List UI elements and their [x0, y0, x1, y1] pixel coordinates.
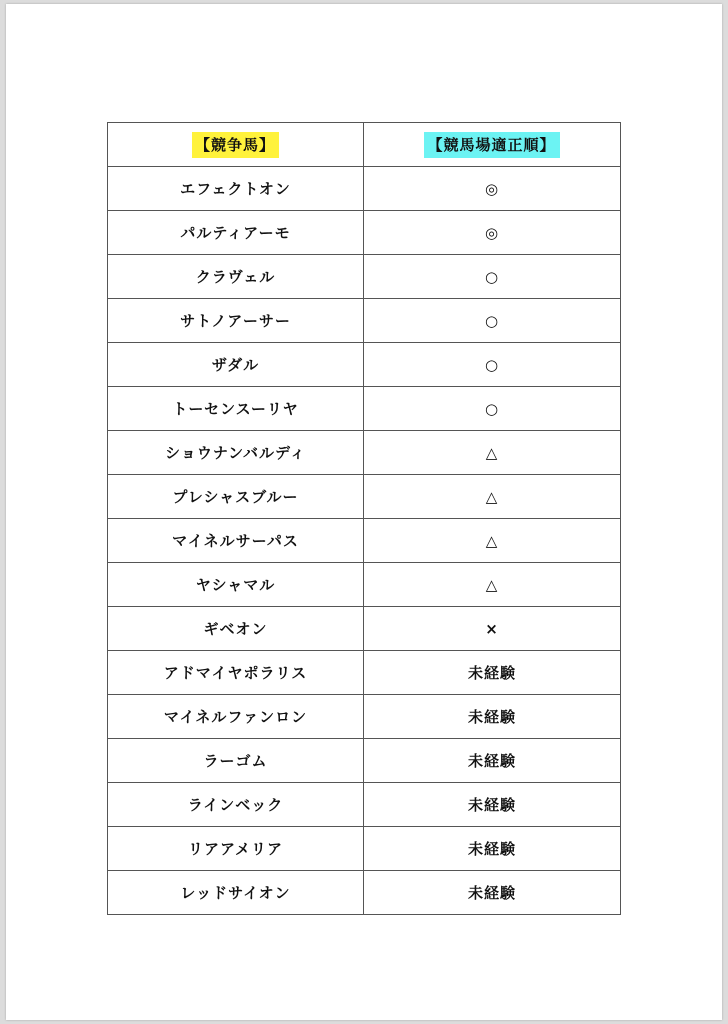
horse-name-cell: リアアメリア — [108, 827, 364, 871]
horse-name-cell: ヤシャマル — [108, 563, 364, 607]
rating-cell: ◎ — [364, 211, 621, 255]
rating-cell: 未経験 — [364, 651, 621, 695]
table-row — [108, 783, 621, 827]
table-row — [108, 343, 621, 387]
horse-name-cell: サトノアーサー — [108, 299, 364, 343]
table-row — [108, 651, 621, 695]
rating-cell: ◎ — [364, 167, 621, 211]
table-row — [108, 827, 621, 871]
rating-cell: × — [364, 607, 621, 651]
table-row — [108, 871, 621, 915]
horse-name-cell: プレシャスブルー — [108, 475, 364, 519]
horse-name-cell: マイネルサーパス — [108, 519, 364, 563]
rating-cell: 未経験 — [364, 871, 621, 915]
rating-cell: 未経験 — [364, 739, 621, 783]
horse-name-cell: クラヴェル — [108, 255, 364, 299]
table-row — [108, 695, 621, 739]
rating-cell: △ — [364, 563, 621, 607]
horse-name-cell: ラインベック — [108, 783, 364, 827]
table-row — [108, 519, 621, 563]
table-row — [108, 255, 621, 299]
rating-cell: ○ — [364, 255, 621, 299]
horse-name-cell: ラーゴム — [108, 739, 364, 783]
horse-name-cell: レッドサイオン — [108, 871, 364, 915]
rating-cell: 未経験 — [364, 783, 621, 827]
document-page — [6, 4, 722, 1020]
rating-cell: ○ — [364, 387, 621, 431]
horse-name-cell: ザダル — [108, 343, 364, 387]
horse-column-header — [108, 123, 364, 167]
table-row — [108, 387, 621, 431]
table-row — [108, 739, 621, 783]
table-row — [108, 475, 621, 519]
table-row — [108, 431, 621, 475]
table-header-row — [108, 123, 621, 167]
horse-name-cell: マイネルファンロン — [108, 695, 364, 739]
horse-name-cell: アドマイヤポラリス — [108, 651, 364, 695]
rating-cell: △ — [364, 475, 621, 519]
table-row — [108, 563, 621, 607]
table-row — [108, 299, 621, 343]
horse-name-cell: エフェクトオン — [108, 167, 364, 211]
rating-cell: 未経験 — [364, 695, 621, 739]
horse-name-cell: トーセンスーリヤ — [108, 387, 364, 431]
horse-name-cell: ギベオン — [108, 607, 364, 651]
table-row — [108, 211, 621, 255]
horse-track-aptitude-table — [107, 122, 621, 915]
horse-header-label: 【競争馬】 — [192, 132, 279, 158]
rating-cell: 未経験 — [364, 827, 621, 871]
track-aptitude-column-header — [364, 123, 621, 167]
rating-cell: △ — [364, 431, 621, 475]
rating-cell: △ — [364, 519, 621, 563]
track-aptitude-header-label: 【競馬場適正順】 — [424, 132, 559, 158]
horse-name-cell: パルティアーモ — [108, 211, 364, 255]
table-row — [108, 607, 621, 651]
horse-name-cell: ショウナンバルディ — [108, 431, 364, 475]
rating-cell: ○ — [364, 299, 621, 343]
rating-cell: ○ — [364, 343, 621, 387]
table-row — [108, 167, 621, 211]
